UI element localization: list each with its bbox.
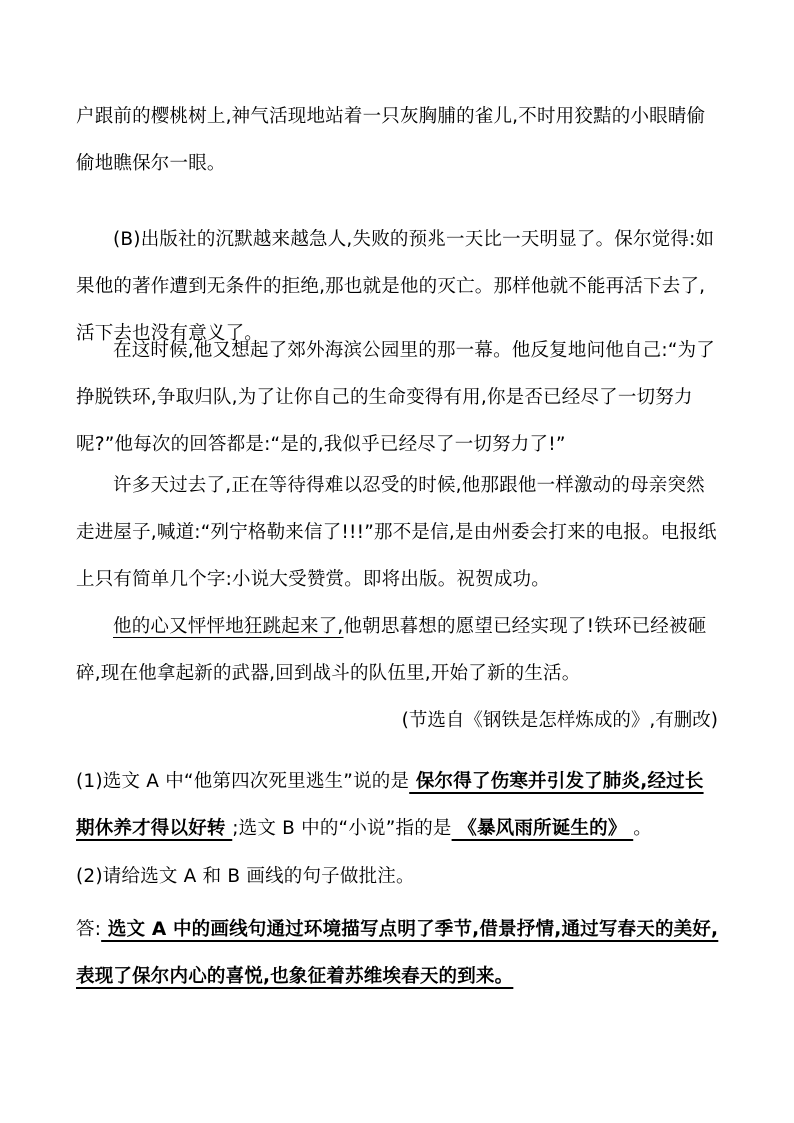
paragraph-new-life <box>76 603 722 697</box>
answer-prefix: 答: <box>76 919 102 940</box>
question-2-answer-block <box>76 906 722 1000</box>
question-2-text: (2)请给选文 A 和 B 画线的句子做批注。 <box>76 866 415 887</box>
question-2 <box>76 853 722 900</box>
paragraph-seaside-park <box>76 327 722 468</box>
paragraph-text: 户跟前的樱桃树上,神气活现地站着一只灰胸脯的雀儿,不时用狡黠的小眼睛偷偷地瞧保尔一眼。 <box>76 106 706 174</box>
question-2-answer: 选文 A 中的画线句通过环境描写点明了季节,借景抒情,通过写春天的美好,表现了保尔内心的喜悦,也象征着苏维埃春天的到来。 <box>76 919 719 987</box>
paragraph-text: 在这时候,他又想起了郊外海滨公园里的那一幕。他反复地问他自己:“为了挣脱铁环,争取归队,为了让你自己的生命变得有用,你是否已经尽了一切努力呢?”他每次的回答都是:“是的,我似乎已经尽了一切努力了!” <box>76 340 716 455</box>
question-1-end: 。 <box>633 818 652 839</box>
question-1-text-a: (1)选文 A 中“他第四次死里逃生”说的是 <box>76 771 410 792</box>
question-1-answer-a: 保尔得了伤寒并引发了肺炎,经过长期休养才得以好转 <box>76 771 704 839</box>
paragraph-text: (B)出版社的沉默越来越急人,失败的预兆一天比一天明显了。保尔觉得:如果他的著作遭到无条件的拒绝,那也就是他的灭亡。那样他就不能再活下去了,活下去也没有意义了。 <box>76 229 715 344</box>
question-1 <box>76 758 722 852</box>
question-1-answer-b: 《暴风雨所诞生的》 <box>451 818 634 839</box>
paragraph-sparrow <box>76 93 722 187</box>
question-1-text-b: ;选文 B 中的“小说”指的是 <box>232 818 452 839</box>
paragraph-telegram <box>76 462 722 603</box>
underlined-sentence: 他的心又怦怦地狂跳起来了, <box>113 616 344 637</box>
source-citation: (节选自《钢铁是怎样炼成的》,有删改) <box>401 710 718 731</box>
paragraph-text: 许多天过去了,正在等待得难以忍受的时候,他那跟他一样激动的母亲突然走进屋子,喊道:“列宁格勒来信了!!!”那不是信,是由州委会打来的电报。电报纸上只有简单几个字:小说大受赞赏。即将出版。祝贺成功。 <box>76 475 717 590</box>
paragraph-text: 他朝思暮想的愿望已经实现了!铁环已经被砸碎,现在他拿起新的武器,回到战斗的队伍里,开始了新的生活。 <box>76 616 707 684</box>
